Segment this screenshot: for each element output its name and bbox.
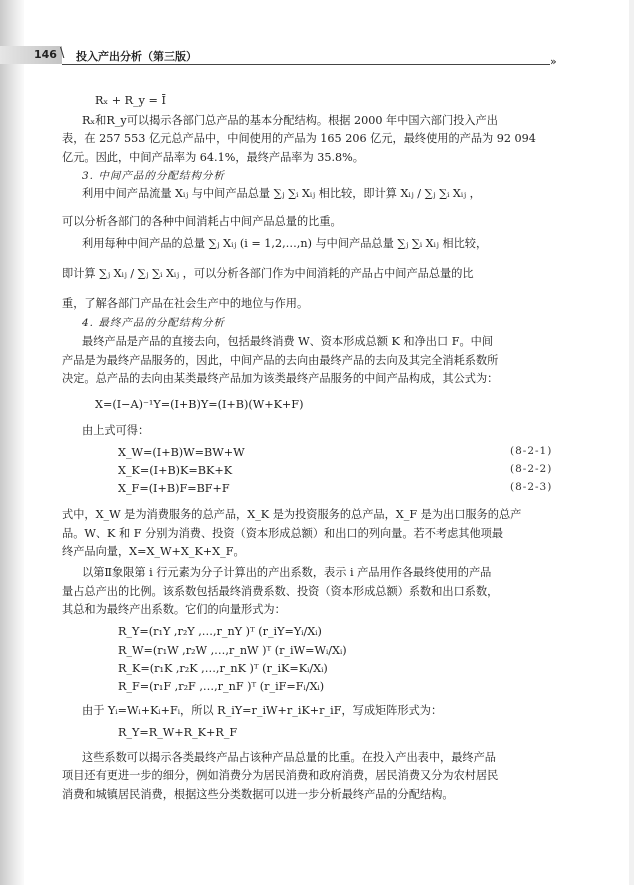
equation-number: (8-2-1) xyxy=(510,445,553,457)
section-heading-4: 4. 最终产品的分配结构分析 xyxy=(82,317,225,329)
paragraph-line: 产品是为最终产品服务的，因此，中间产品的去向由最终产品的去向及其完全消耗系数所 xyxy=(62,354,499,367)
page-edge xyxy=(629,0,634,885)
formula-x: X=(I−A)⁻¹Y=(I+B)Y=(I+B)(W+K+F) xyxy=(95,398,304,411)
book-title: 投入产出分析（第三版） xyxy=(76,50,197,63)
page-number: 146 xyxy=(34,48,57,61)
book-spine-shadow xyxy=(0,0,24,885)
paragraph-line: 以第Ⅱ象限第 i 行元素为分子计算出的产出系数，表示 i 产品用作各最终使用的产品 xyxy=(82,566,492,579)
paragraph-line: 由上式可得： xyxy=(82,424,150,437)
formula-rk: R_K=(r₁K ,r₂K ,…,r_nK )ᵀ (r_iK=Kᵢ/Xᵢ) xyxy=(118,662,328,675)
paragraph-line: 利用每种中间产品的总量 ∑ⱼ Xᵢⱼ (i = 1,2,…,n) 与中间产品总量 ∑ⱼ ∑ᵢ Xᵢⱼ 相比较， xyxy=(82,237,488,250)
section-heading-3: 3. 中间产品的分配结构分析 xyxy=(82,170,225,182)
equation-number: (8-2-3) xyxy=(510,481,553,493)
paragraph-line: 表，在 257 553 亿元总产品中，中间使用的产品为 165 206 亿元，最终使用的产品为 92 094 xyxy=(62,132,536,145)
paragraph-line: 品。W、K 和 F 分别为消费、投资（资本形成总额）和出口的列向量。若不考虑其他项最 xyxy=(62,527,504,540)
paragraph-line: 其总和为最终产出系数。它们的向量形式为： xyxy=(62,603,286,616)
paragraph-line: 即计算 ∑ⱼ Xᵢⱼ / ∑ⱼ ∑ᵢ Xᵢⱼ ，可以分析各部门作为中间消耗的产品占中间产品总量的比 xyxy=(62,267,474,280)
paragraph-line: 亿元。因此，中间产品率为 64.1%，最终产品率为 35.8%。 xyxy=(62,151,364,164)
equation-number: (8-2-2) xyxy=(510,463,553,475)
header-slash: \ xyxy=(60,46,65,61)
paragraph-line: 终产品向量，X=X_W+X_K+X_F。 xyxy=(62,545,245,558)
paragraph-line: 最终产品是产品的直接去向，包括最终消费 W、资本形成总额 K 和净出口 F。中间 xyxy=(82,335,494,348)
formula-xw: X_W=(I+B)W=BW+W xyxy=(118,446,245,459)
paragraph-line: 项目还有更进一步的细分，例如消费分为居民消费和政府消费，居民消费又分为农村居民 xyxy=(62,769,499,782)
paragraph-line: 利用中间产品流量 Xᵢⱼ 与中间产品总量 ∑ⱼ ∑ᵢ Xᵢⱼ 相比较，即计算 Xᵢⱼ / ∑ⱼ ∑ᵢ Xᵢⱼ ， xyxy=(82,187,481,200)
formula-xf: X_F=(I+B)F=BF+F xyxy=(118,482,230,495)
formula-rw: R_W=(r₁W ,r₂W ,…,r_nW )ᵀ (r_iW=Wᵢ/Xᵢ) xyxy=(118,644,347,657)
header-rule xyxy=(62,64,550,65)
paragraph-line: 量占总产出的比例。该系数包括最终消费系数、投资（资本形成总额）系数和出口系数， xyxy=(62,585,499,598)
double-chevron-icon: » xyxy=(550,55,557,68)
paragraph-line: 式中，X_W 是为消费服务的总产品，X_K 是为投资服务的总产品，X_F 是为出口服务的总产 xyxy=(62,508,522,521)
formula-xk: X_K=(I+B)K=BK+K xyxy=(118,464,233,477)
paragraph-line: 可以分析各部门的各种中间消耗占中间产品总量的比重。 xyxy=(62,215,342,228)
paragraph-line: 决定。总产品的去向由某类最终产品加为该类最终产品服务的中间产品构成，其公式为： xyxy=(62,372,499,385)
paragraph-line: 重，了解各部门产品在社会生产中的地位与作用。 xyxy=(62,297,309,310)
formula-rx-ry: Rₓ + R_y = Ī xyxy=(95,94,166,107)
formula-ry-sum: R_Y=R_W+R_K+R_F xyxy=(118,726,238,739)
paragraph-line: 由于 Yᵢ=Wᵢ+Kᵢ+Fᵢ，所以 R_iY=r_iW+r_iK+r_iF，写成矩阵形式为： xyxy=(82,704,443,717)
paragraph-line: Rₓ和R_y可以揭示各部门总产品的基本分配结构。根据 2000 年中国六部门投入产出 xyxy=(82,114,498,127)
running-header xyxy=(0,46,555,66)
paragraph-line: 这些系数可以揭示各类最终产品占该种产品总量的比重。在投入产出表中，最终产品 xyxy=(82,751,496,764)
formula-rf: R_F=(r₁F ,r₂F ,…,r_nF )ᵀ (r_iF=Fᵢ/Xᵢ) xyxy=(118,680,325,693)
paragraph-line: 消费和城镇居民消费，根据这些分类数据可以进一步分析最终产品的分配结构。 xyxy=(62,788,454,801)
formula-ry: R_Y=(r₁Y ,r₂Y ,…,r_nY )ᵀ (r_iY=Yᵢ/Xᵢ) xyxy=(118,625,322,638)
